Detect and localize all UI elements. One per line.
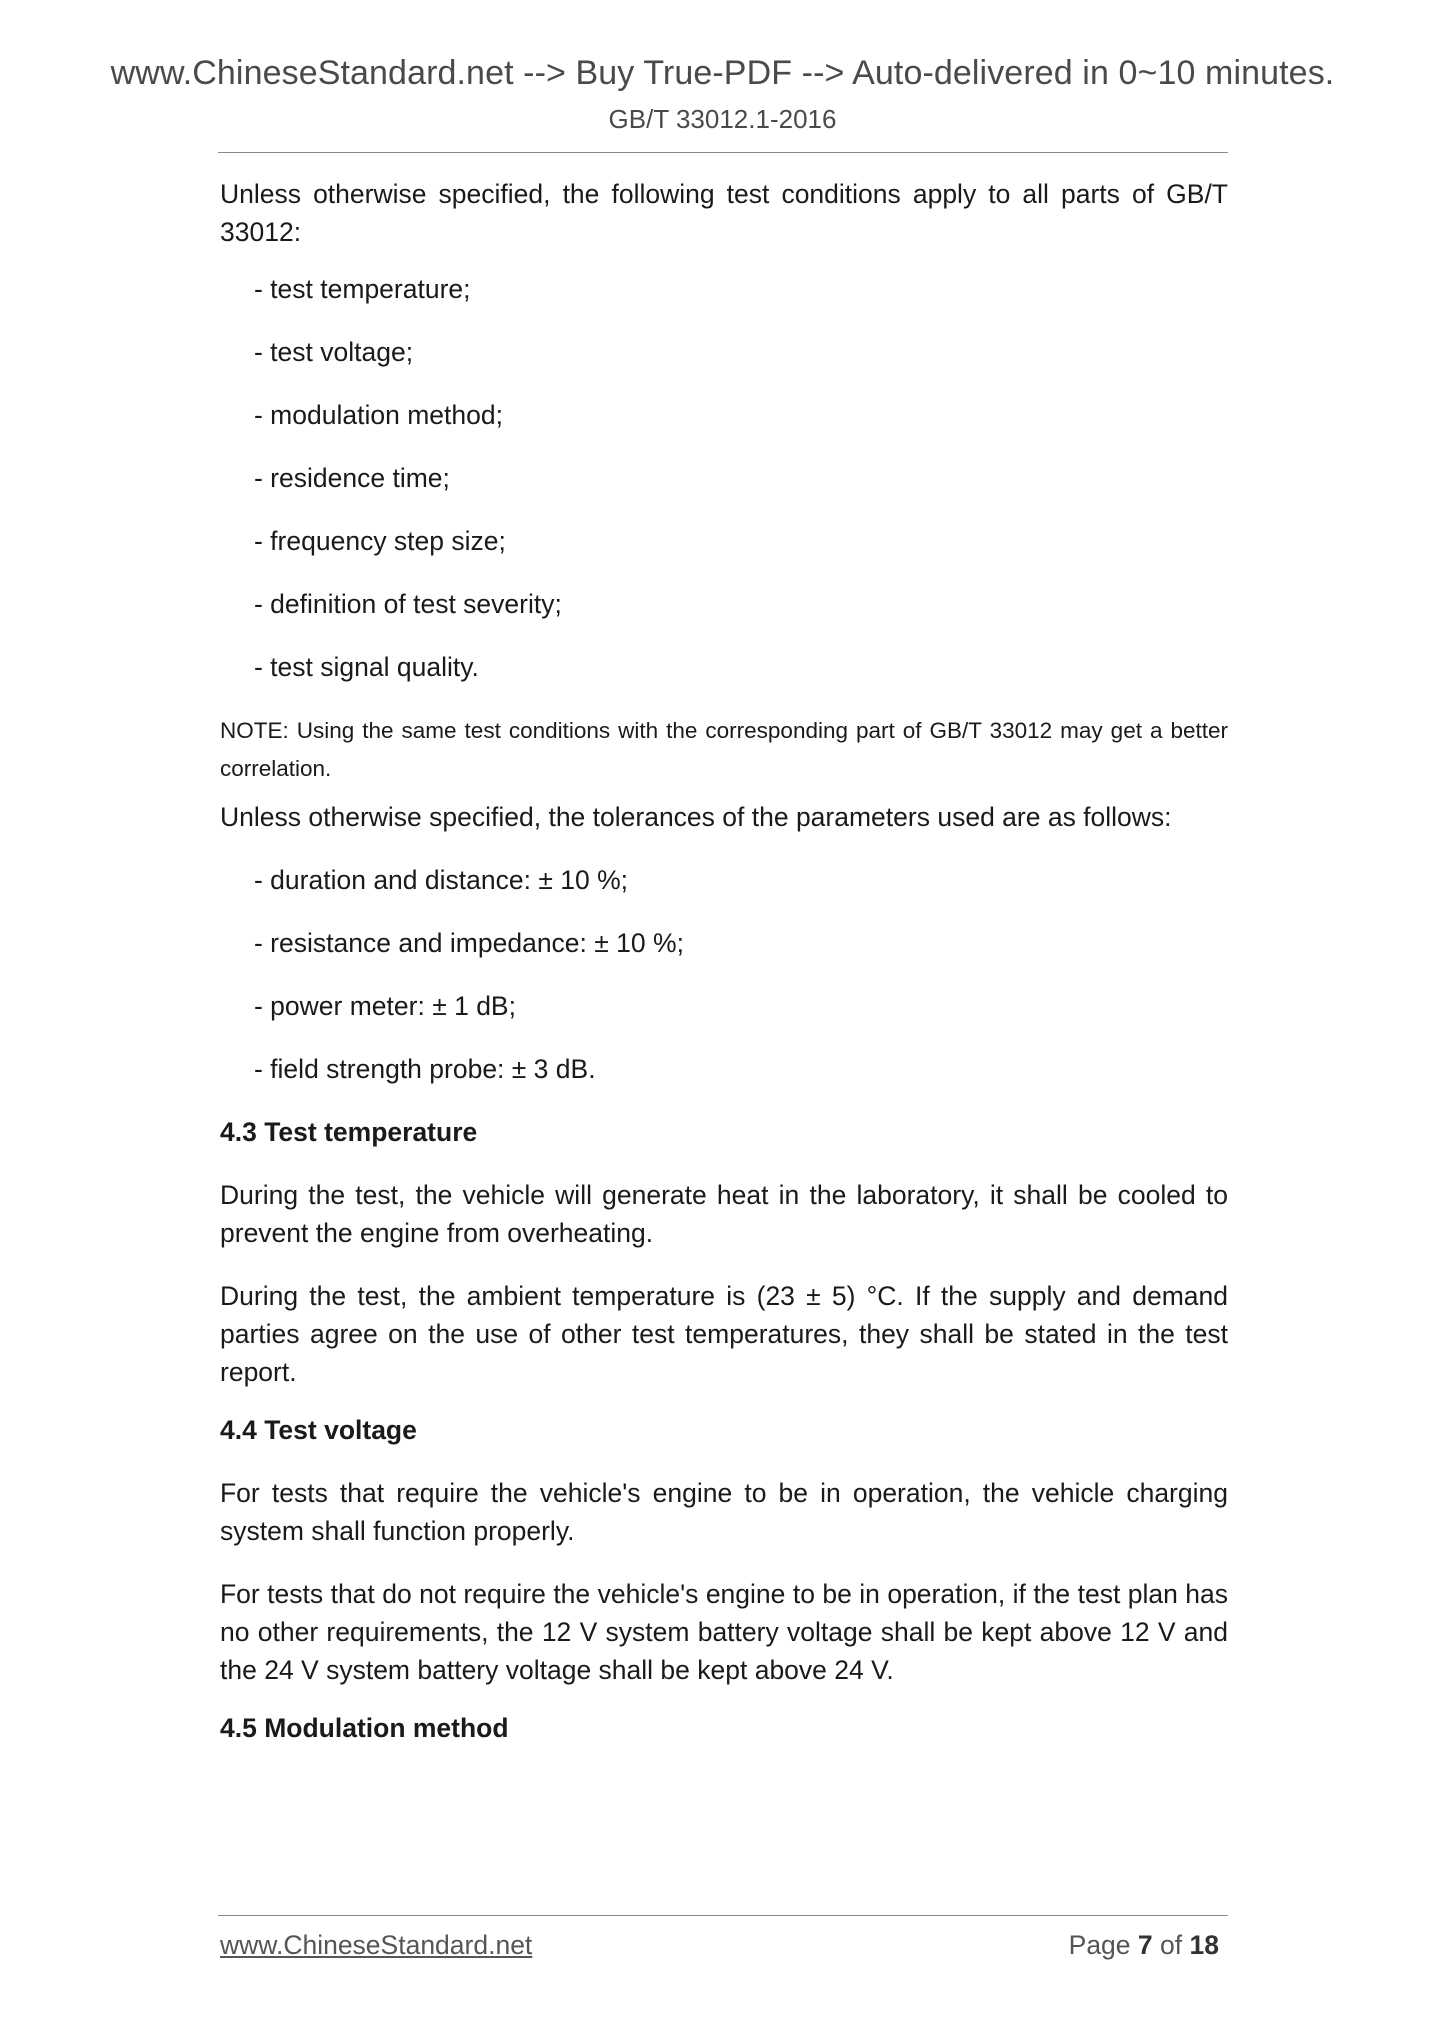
page-label: Page — [1068, 1930, 1131, 1960]
condition-item: - residence time; — [254, 463, 450, 493]
tolerance-item: - duration and distance: ± 10 %; — [254, 865, 628, 895]
section-heading-test-voltage: 4.4 Test voltage — [220, 1415, 417, 1445]
condition-item: - test temperature; — [254, 274, 471, 304]
total-pages: 18 — [1189, 1930, 1219, 1960]
standard-code: GB/T 33012.1-2016 — [608, 104, 837, 134]
footer-site-link[interactable]: www.ChineseStandard.net — [220, 1930, 533, 1960]
section-paragraph: During the test, the ambient temperature is (23 ± 5) °C. If the supply and demand parties agree on the use of other test temperatures, they shall be stated in the test report. — [220, 1281, 1228, 1387]
note-paragraph: NOTE: Using the same test conditions with the corresponding part of GB/T 33012 may get a better correlation. — [220, 718, 1228, 781]
section-paragraph: During the test, the vehicle will generate heat in the laboratory, it shall be cooled to prevent the engine from overheating. — [220, 1180, 1228, 1248]
page-number: 7 — [1137, 1930, 1153, 1960]
section-paragraph: For tests that do not require the vehicle's engine to be in operation, if the test plan has no other requirements, the 12 V system battery voltage shall be kept above 12 V and the 24 V system battery voltage shall be kept above 24 V. — [220, 1579, 1228, 1685]
page-indicator — [1069, 1930, 1219, 1961]
section-heading-modulation-method: 4.5 Modulation method — [220, 1713, 509, 1743]
header-divider — [218, 152, 1228, 153]
header-banner: www.ChineseStandard.net --> Buy True-PDF --> Auto-delivered in 0~10 minutes. — [110, 54, 1335, 92]
tolerance-item: - field strength probe: ± 3 dB. — [254, 1054, 596, 1084]
section-paragraph: For tests that require the vehicle's engine to be in operation, the vehicle charging system shall function properly. — [220, 1478, 1228, 1546]
of-label: of — [1160, 1930, 1183, 1960]
intro-tolerances-paragraph: Unless otherwise specified, the tolerances of the parameters used are as follows: — [220, 802, 1172, 832]
footer-divider — [218, 1915, 1228, 1916]
tolerance-item: - power meter: ± 1 dB; — [254, 991, 516, 1021]
condition-item: - test voltage; — [254, 337, 414, 367]
section-heading-test-temperature: 4.3 Test temperature — [220, 1117, 478, 1147]
condition-item: - modulation method; — [254, 400, 503, 430]
intro-conditions-paragraph: Unless otherwise specified, the following test conditions apply to all parts of GB/T 33012: — [220, 179, 1228, 247]
condition-item: - test signal quality. — [254, 652, 479, 682]
condition-item: - frequency step size; — [254, 526, 506, 556]
tolerance-item: - resistance and impedance: ± 10 %; — [254, 928, 684, 958]
condition-item: - definition of test severity; — [254, 589, 562, 619]
